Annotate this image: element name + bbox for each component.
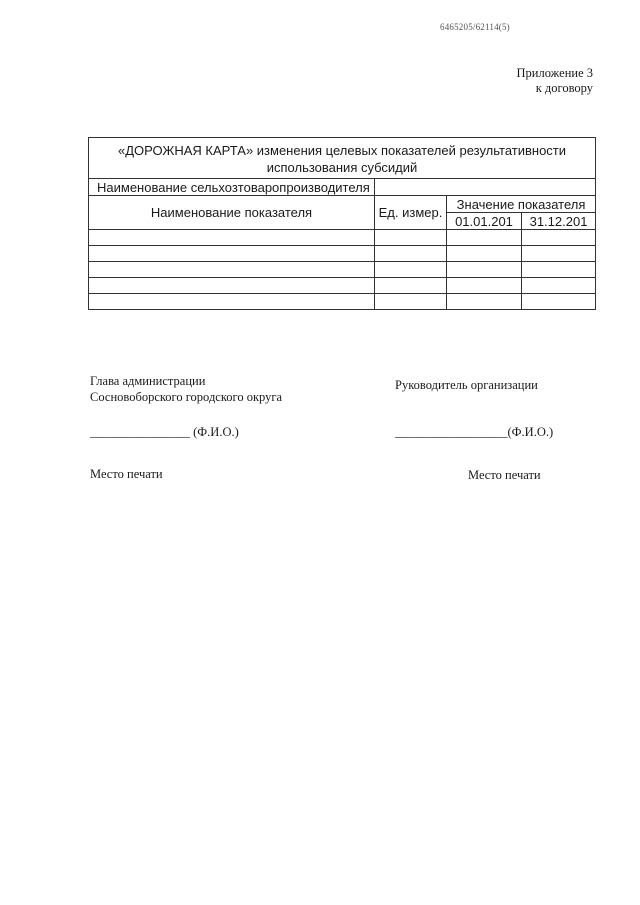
table-cell: [447, 230, 522, 246]
producer-name-label: Наименование сельхозтоваропроизводителя: [89, 179, 375, 196]
indicator-name-header: Наименование показателя: [89, 196, 375, 230]
left-signer-title: Глава администрации: [90, 374, 206, 388]
roadmap-table: [88, 137, 596, 310]
unit-header: Ед. измер.: [375, 196, 447, 230]
table-cell: [522, 278, 596, 294]
table-cell: [447, 278, 522, 294]
table-row: [89, 294, 596, 310]
table-cell: [89, 262, 375, 278]
appendix-line2: к договору: [535, 81, 593, 95]
table-cell: [89, 246, 375, 262]
table-cell: [447, 246, 522, 262]
appendix-label: [517, 66, 593, 96]
table-cell: [89, 278, 375, 294]
table-cell: [522, 246, 596, 262]
left-signer-org: Сосновоборского городского округа: [90, 390, 283, 404]
table-row: [89, 246, 596, 262]
document-number: 6465205/62114(5): [440, 22, 510, 32]
table-cell: [375, 278, 447, 294]
table-cell: [375, 230, 447, 246]
table-cell: [375, 262, 447, 278]
date-start-header: 01.01.201: [447, 213, 522, 230]
table-body: [89, 230, 596, 310]
value-header: Значение показателя: [447, 196, 596, 213]
producer-name-value: [375, 179, 596, 196]
right-signer-title: Руководитель организации: [395, 378, 538, 392]
table-cell: [522, 262, 596, 278]
table-cell: [89, 230, 375, 246]
left-fio-line: ________________ (Ф.И.О.): [90, 425, 239, 439]
left-signature-block: [90, 373, 282, 405]
table-cell: [89, 294, 375, 310]
right-seal-place: Место печати: [468, 468, 541, 482]
date-end-header: 31.12.201: [522, 213, 596, 230]
table-cell: [375, 294, 447, 310]
right-fio-line: __________________(Ф.И.О.): [395, 425, 554, 439]
table-row: [89, 230, 596, 246]
left-seal-place: Место печати: [90, 467, 163, 481]
table-cell: [447, 294, 522, 310]
table-row: [89, 278, 596, 294]
table-cell: [375, 246, 447, 262]
table-cell: [522, 294, 596, 310]
table-cell: [522, 230, 596, 246]
table-title: «ДОРОЖНАЯ КАРТА» изменения целевых показателей результативности использования субсидий: [89, 138, 596, 179]
table-row: [89, 262, 596, 278]
table-cell: [447, 262, 522, 278]
appendix-line1: Приложение 3: [516, 66, 593, 80]
